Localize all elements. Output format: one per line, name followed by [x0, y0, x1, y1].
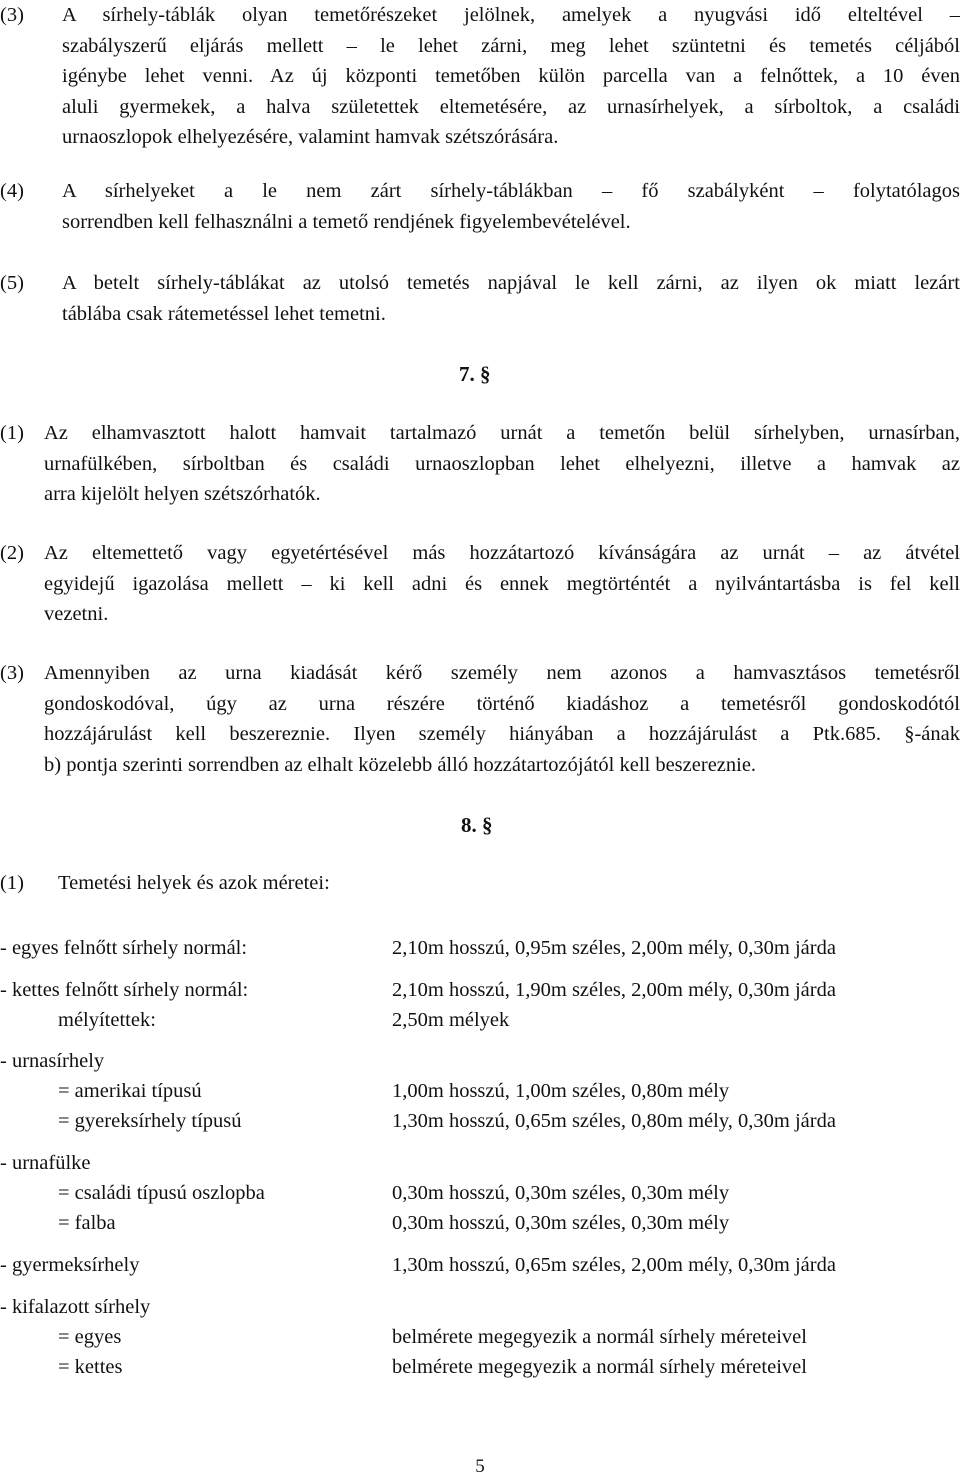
row-label: mélyítettek:	[58, 1009, 156, 1031]
row-value: 0,30m hosszú, 0,30m széles, 0,30m mély	[392, 1212, 730, 1234]
paragraph-text	[62, 0, 960, 153]
text-line: A sírhely-táblák olyan temetőrészeket jelölnek, amelyek a nyugvási idő elteltével –	[62, 4, 960, 26]
row-label: = amerikai típusú	[58, 1080, 202, 1102]
paragraph-text	[62, 176, 960, 237]
paragraph-number: (1)	[0, 422, 24, 444]
row-label: = gyereksírhely típusú	[58, 1110, 242, 1132]
row-label: = kettes	[58, 1356, 123, 1378]
paragraph-text	[62, 268, 960, 329]
row-value: 1,00m hosszú, 1,00m széles, 0,80m mély	[392, 1080, 730, 1102]
paragraph-text	[44, 658, 960, 780]
paragraph-number: (3)	[0, 4, 24, 26]
row-label: - urnafülke	[0, 1152, 91, 1174]
text-line: igénybe lehet venni. Az új központi temetőben külön parcella van a felnőttek, a 10 éven	[62, 65, 960, 87]
text-line: A betelt sírhely-táblákat az utolsó temetés napjával le kell zárni, az ilyen ok miatt lezárt	[62, 272, 960, 294]
text-line: urnaoszlopok elhelyezésére, valamint hamvak szétszórására.	[62, 126, 559, 148]
text-line: arra kijelölt helyen szétszórhatók.	[44, 483, 321, 505]
row-label: = egyes	[58, 1326, 122, 1348]
text-line: gondoskodóval, úgy az urna részére történő kiadáshoz a temetésről gondoskodótól	[44, 692, 960, 715]
paragraph-text	[44, 418, 960, 510]
section-heading-8: 8. §	[461, 813, 493, 837]
row-value: 0,30m hosszú, 0,30m széles, 0,30m mély	[392, 1182, 730, 1204]
text-line: b) pontja szerinti sorrendben az elhalt közelebb álló hozzátartozójától kell beszereznie.	[44, 753, 757, 776]
text-line: Az eltemettető vagy egyetértésével más hozzátartozó kívánságára az urnát – az átvétel	[44, 542, 960, 564]
row-value: 2,10m hosszú, 0,95m széles, 2,00m mély, 0,30m járda	[392, 937, 836, 959]
list-intro-number: (1)	[0, 872, 24, 894]
text-line: sorrendben kell felhasználni a temető rendjének figyelembevételével.	[62, 210, 631, 233]
row-label: - urnasírhely	[0, 1050, 105, 1072]
row-label: - kettes felnőtt sírhely normál:	[0, 979, 249, 1001]
text-line: urnafülkében, sírboltban és családi urnaoszlopban lehet elhelyezni, illetve a hamvak az	[44, 452, 960, 475]
row-label: - egyes felnőtt sírhely normál:	[0, 937, 248, 959]
paragraph-number: (5)	[0, 272, 24, 294]
text-line: A sírhelyeket a le nem zárt sírhely-táblákban – fő szabályként – folytatólagos	[62, 180, 960, 202]
row-label: - kifalazott sírhely	[0, 1296, 151, 1318]
text-line: hozzájárulást kell beszereznie. Ilyen személy hiányában a hozzájárulást a Ptk.685. §-ának	[44, 723, 960, 745]
row-value: 2,50m mélyek	[392, 1009, 510, 1031]
row-value: 2,10m hosszú, 1,90m széles, 2,00m mély, 0,30m járda	[392, 979, 836, 1001]
text-line: szabályszerű eljárás mellett – le lehet zárni, meg lehet szüntetni és temetés céljából	[62, 34, 960, 57]
row-value: belmérete megegyezik a normál sírhely méreteivel	[392, 1326, 807, 1348]
paragraph-number: (4)	[0, 180, 24, 202]
section-heading-7: 7. §	[459, 362, 491, 386]
text-line: Az elhamvasztott halott hamvait tartalmazó urnát a temetőn belül sírhelyben, urnasírban,	[44, 422, 960, 444]
text-line: aluli gyermekek, a halva születettek eltemetésére, az urnasírhelyek, a sírboltok, a családi	[62, 95, 960, 118]
text-line: Amennyiben az urna kiadását kérő személy nem azonos a hamvasztásos temetésről	[44, 662, 960, 684]
paragraph-number: (3)	[0, 662, 24, 684]
text-line: egyidejű igazolása mellett – ki kell adni és ennek megtörténtét a nyilvántartásba is fel kell	[44, 572, 960, 595]
row-label: = családi típusú oszlopba	[58, 1182, 265, 1204]
row-label: - gyermeksírhely	[0, 1254, 140, 1276]
row-value: belmérete megegyezik a normál sírhely méreteivel	[392, 1356, 807, 1378]
paragraph-number: (2)	[0, 542, 24, 564]
row-label: = falba	[58, 1212, 116, 1234]
page-number: 5	[475, 1456, 485, 1477]
list-intro-text: Temetési helyek és azok méretei:	[58, 872, 330, 894]
paragraph-text	[44, 538, 960, 630]
row-value: 1,30m hosszú, 0,65m széles, 2,00m mély, 0,30m járda	[392, 1254, 836, 1276]
text-line: vezetni.	[44, 603, 109, 625]
text-line: táblába csak rátemetéssel lehet temetni.	[62, 302, 386, 325]
row-value: 1,30m hosszú, 0,65m széles, 0,80m mély, 0,30m járda	[392, 1110, 836, 1132]
